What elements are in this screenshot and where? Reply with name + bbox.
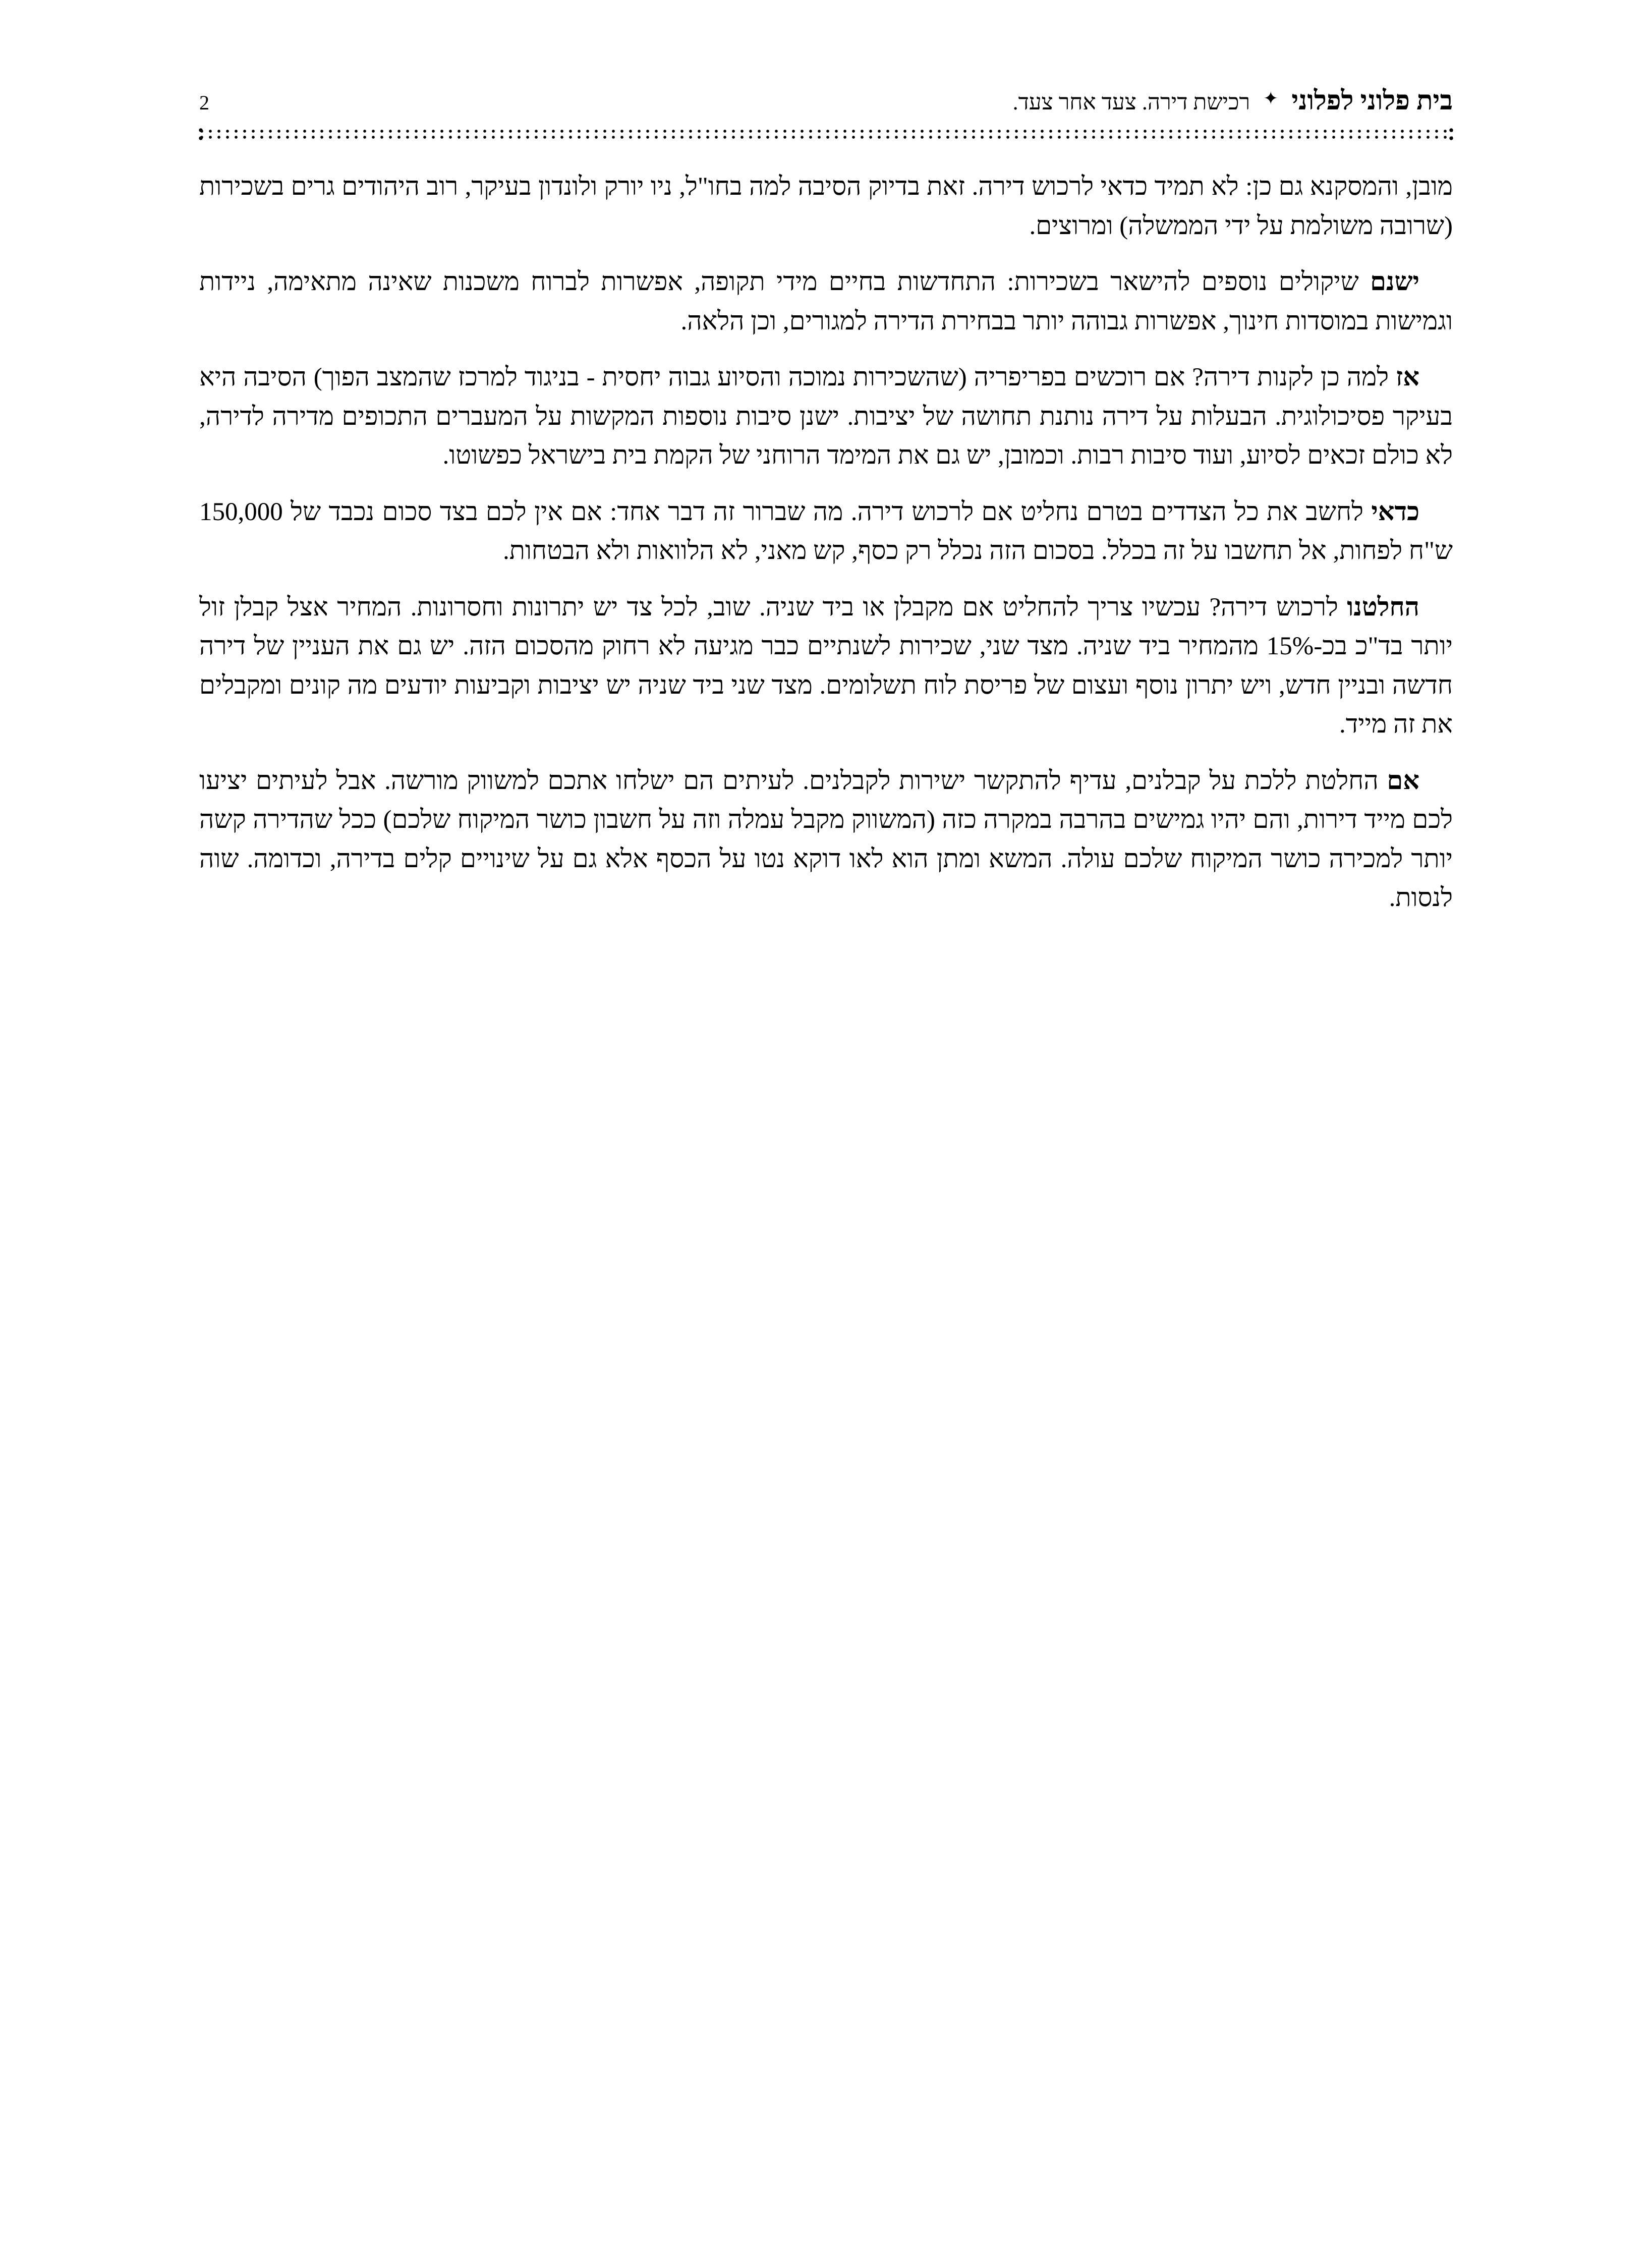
page-number: 2: [199, 91, 209, 114]
running-header-titles: [1013, 86, 1453, 116]
dotted-divider-line: [199, 129, 1453, 140]
paragraph-text: לחשב את כל הצדדים בטרם נחליט אם לרכוש דירה. מה שברור זה דבר אחד: אם אין לכם בצד סכום נכבד של 150,000 ש"ח לפחות, אל תחשבו על זה בכלל. בסכום הזה נכלל רק כסף, קש מאני, לא הלוואות ולא הבטחות.: [199, 497, 1453, 566]
paragraph: [199, 167, 1453, 246]
page-content-frame: [199, 86, 1453, 918]
paragraph: [199, 358, 1453, 476]
paragraph-lead: כדאי: [1371, 497, 1419, 526]
dotted-divider-cap-right: [1447, 128, 1456, 142]
diamond-icon: ✦: [1263, 88, 1279, 108]
paragraph-lead: אז: [1396, 363, 1419, 392]
paragraph: [199, 263, 1453, 341]
paragraph-lead: אם: [1387, 766, 1419, 795]
paragraph-text: החלטת ללכת על קבלנים, עדיף להתקשר ישירות לקבלנים. לעיתים הם ישלחו אתכם למשווק מורשה. אבל לעיתים יציעו לכם מייד דירות, והם יהיו גמישים בהרבה במקרה כזה (המשווק מקבל עמלה וזה על חשבון כושר המיקוח שלכם) ככל שהדירה קשה יותר למכירה כושר המיקוח שלכם עולה. המשא ומתן הוא לאו דוקא נטו על הכסף אלא גם על שינויים קלים בדירה, וכדומה. שוה לנסות.: [199, 766, 1453, 913]
dotted-divider-cap-left: [196, 128, 205, 142]
paragraph: [199, 762, 1453, 918]
paragraph-text: למה כן לקנות דירה? אם רוכשים בפריפריה (שהשכירות נמוכה והסיוע גבוה יחסית - בניגוד למרכז שהמצב הפוך) הסיבה היא בעיקר פסיכולוגית. הבעלות על דירה נותנת תחושה של יציבות. ישנן סיבות נוספות המקשות על המעברים התכופים מדירה לדירה, לא כולם זכאים לסיוע, ועוד סיבות רבות. וכמובן, יש גם את המימד הרוחני של הקמת בית בישראל כפשוטו.: [199, 363, 1453, 470]
paragraph-text: מובן, והמסקנא גם כן: לא תמיד כדאי לרכוש דירה. זאת בדיוק הסיבה למה בחו"ל, ניו יורק ולונדון בעיקר, רוב היהודים גרים בשכירות (שרובה משולמת על ידי הממשלה) ומרוצים.: [199, 173, 1453, 240]
dotted-divider: [199, 129, 1453, 140]
chapter-title: רכישת דירה. צעד אחר צעד.: [1012, 90, 1250, 115]
book-title: בית פלוני לפלוני: [1291, 86, 1453, 116]
paragraph: [199, 493, 1453, 571]
body-text: [199, 167, 1453, 918]
running-header: [199, 86, 1453, 127]
paragraph-lead: ישנם: [1370, 268, 1419, 297]
paragraph-text: שיקולים נוספים להישאר בשכירות: התחדשות בחיים מידי תקופה, אפשרות לברוח משכנות שאינה מתאימה, ניידות וגמישות במוסדות חינוך, אפשרות גבוהה יותר בבחירת הדירה למגורים, וכן הלאה.: [199, 268, 1453, 335]
paragraph-text: לרכוש דירה? עכשיו צריך להחליט אם מקבלן או ביד שניה. שוב, לכל צד יש יתרונות וחסרונות. המחיר אצל קבלן זול יותר בד"כ בכ-15% מהמחיר ביד שניה. מצד שני, שכירות לשנתיים כבר מגיעה לא רחוק מהסכום הזה. יש גם את העניין של דירה חדשה ובניין חדש, ויש יתרון נוסף ועצום של פריסת לוח תשלומים. מצד שני ביד שניה יש יציבות וקביעות יודעים מה קונים ומקבלים את זה מייד.: [199, 593, 1453, 739]
paragraph: [199, 588, 1453, 745]
paragraph-lead: החלטנו: [1347, 593, 1419, 622]
